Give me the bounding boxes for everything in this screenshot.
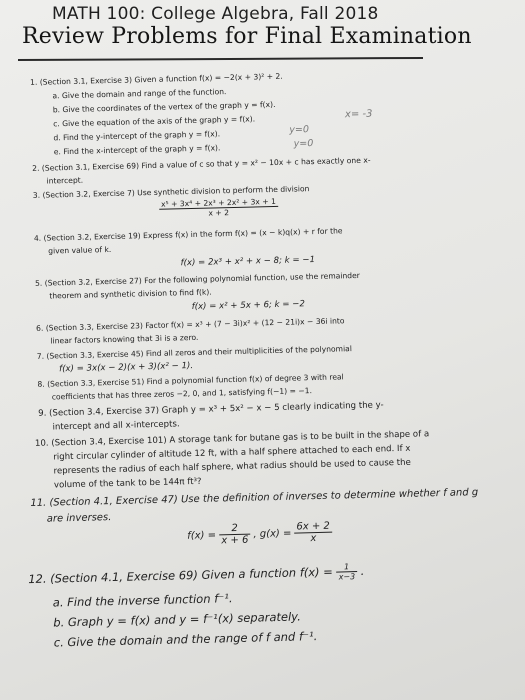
problem-1b: b. Give the coordinates of the vertex of the graph y = f(x). xyxy=(52,99,276,115)
problem-5: 5. (Section 3.2, Exercise 27) For the following polynomial function, use the remainder xyxy=(34,270,360,288)
problem-2-cont: intercept. xyxy=(46,175,84,186)
handwritten-note-1e: y=0 xyxy=(293,138,314,150)
g-fraction xyxy=(294,521,332,545)
problem-12-fraction xyxy=(336,562,357,581)
problem-10-cont-1: right circular cylinder of altitude 12 ft, with a half sphere attached to each end. If x xyxy=(53,443,411,463)
problem-12-numerator: 1 xyxy=(336,562,357,572)
problem-10: 10. (Section 3.4, Exercise 101) A storage tank for butane gas is to be built in the shape of a xyxy=(34,429,430,449)
course-header: MATH 100: College Algebra, Fall 2018 xyxy=(52,4,379,24)
problem-12b: b. Graph y = f(x) and y = f⁻¹(x) separately. xyxy=(53,609,301,630)
problem-5-equation: f(x) = x² + 5x + 6; k = −2 xyxy=(191,299,306,313)
problem-11-cont: are inverses. xyxy=(46,512,112,525)
problem-4-equation: f(x) = 2x³ + x² + x − 8; k = −1 xyxy=(180,254,316,269)
f-fraction xyxy=(219,523,251,547)
problem-12a: a. Find the inverse function f⁻¹. xyxy=(52,591,233,610)
problem-7: 7. (Section 3.3, Exercise 45) Find all zeros and their multiplicities of the polynomial xyxy=(36,344,352,361)
problem-8: 8. (Section 3.3, Exercise 51) Find a polynomial function f(x) of degree 3 with real xyxy=(37,372,344,389)
fraction-numerator: x⁵ + 3x⁴ + 2x³ + 2x² + 3x + 1 xyxy=(159,197,278,210)
problem-1d: d. Find the y-intercept of the graph y = f(x). xyxy=(53,129,221,143)
problem-5-cont: theorem and synthetic division to find f(k). xyxy=(49,287,212,301)
problem-11: 11. (Section 4.1, Exercise 47) Use the definition of inverses to determine whether f and g xyxy=(30,487,479,510)
f-label: f(x) = xyxy=(187,529,217,542)
problem-2: 2. (Section 3.1, Exercise 69) Find a value of c so that y = x² − 10x + c has exactly one x- xyxy=(32,155,371,173)
problem-9: 9. (Section 3.4, Exercise 37) Graph y = x³ + 5x² − x − 5 clearly indicating the y- xyxy=(38,400,384,419)
problem-4: 4. (Section 3.2, Exercise 19) Express f(x) in the form f(x) = (x − k)q(x) + r for the xyxy=(33,226,343,243)
problem-12-denominator: x−3 xyxy=(338,572,356,582)
division-fraction xyxy=(159,197,278,219)
g-label: , g(x) = xyxy=(253,528,292,541)
title-underline xyxy=(18,57,423,61)
fraction-denominator: x + 2 xyxy=(208,208,230,218)
problem-6-cont: linear factors knowing that 3i is a zero. xyxy=(50,332,199,346)
problem-list xyxy=(26,67,496,650)
problem-9-cont: intercept and all x-intercepts. xyxy=(52,419,180,433)
problem-12c: c. Give the domain and the range of f and f⁻¹. xyxy=(53,629,318,650)
g-denominator: x xyxy=(310,533,317,545)
problem-7-equation: f(x) = 3x(x − 2)(x + 3)(x² − 1). xyxy=(59,361,194,375)
handwritten-note-1d: y=0 xyxy=(289,124,310,136)
problem-1a: a. Give the domain and range of the function. xyxy=(52,87,227,101)
problem-1: 1. (Section 3.1, Exercise 3) Given a function f(x) = −2(x + 3)² + 2. xyxy=(29,71,283,87)
page-title: Review Problems for Final Examination xyxy=(22,24,472,49)
f-denominator: x + 6 xyxy=(221,534,249,547)
handwritten-note-1c: x= -3 xyxy=(344,108,373,121)
problem-1e: e. Find the x-intercept of the graph y = f(x). xyxy=(53,143,221,157)
problem-4-cont: given value of k. xyxy=(48,244,112,256)
problem-3-fraction xyxy=(159,197,278,219)
problem-3: 3. (Section 3.2, Exercise 7) Use synthetic division to perform the division xyxy=(32,184,310,200)
problem-12 xyxy=(28,562,365,589)
problem-10-cont-3: volume of the tank to be 144π ft³? xyxy=(53,476,202,491)
f-numerator: 2 xyxy=(219,523,250,536)
g-numerator: 6x + 2 xyxy=(294,521,332,534)
problem-12-text: 12. (Section 4.1, Exercise 69) Given a function f(x) = xyxy=(28,564,334,587)
problem-12-period: . xyxy=(360,563,365,578)
problem-11-functions xyxy=(187,521,332,548)
problem-6: 6. (Section 3.3, Exercise 23) Factor f(x) = x³ + (7 − 3i)x² + (12 − 21i)x − 36i into xyxy=(36,316,345,333)
problem-8-cont: coefficients that has three zeros −2, 0, and 1, satisfying f(−1) = −1. xyxy=(51,386,313,402)
problem-10-cont-2: represents the radius of each half sphere, what radius should be used to cause the xyxy=(53,457,411,477)
problem-1c: c. Give the equation of the axis of the graph y = f(x). xyxy=(53,114,256,129)
